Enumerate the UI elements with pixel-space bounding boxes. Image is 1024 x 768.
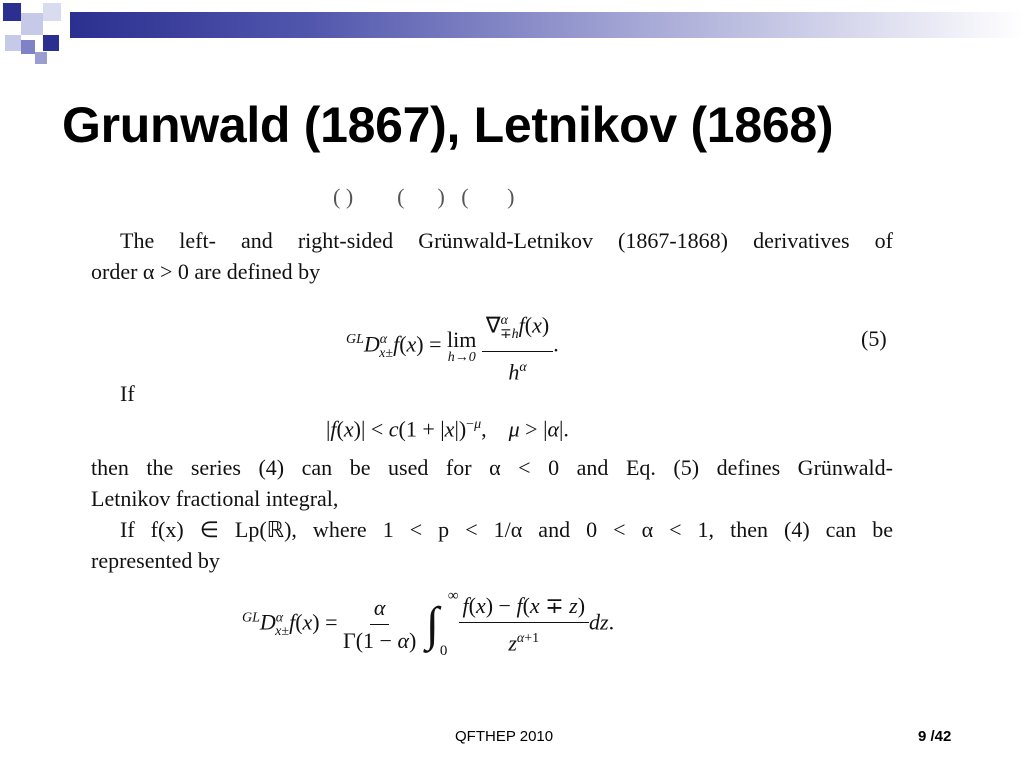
paragraph-line: If f(x) ∈ Lp(ℝ), where 1 < p < 1/α and 0 < α < 1, then (4) can be: [120, 517, 893, 542]
equation-5: $^{GL}D^\alpha_{x\pm}f(x)$ = lim h→0 $\frac{\nabla^\alpha_{\mp h}f(x)}{h^\alpha}$ .: [346, 308, 559, 385]
deco-square: [43, 3, 61, 21]
footer-conference: QFTHEP 2010: [455, 728, 554, 745]
integral-equation: $^{GL}D^\alpha_{x\pm}f(x)$ = $\frac{\alpha}{\Gamma(1 - \alpha)}$ ∫ ∞ 0 $\frac{f(x) - f(x \mp z)}{z^{\alpha+1}}$ dz.: [242, 587, 615, 659]
paragraph-line: represented by: [91, 548, 220, 573]
deco-square: [5, 35, 21, 51]
condition-equation: $|f(x)| < c(1 + |x|)^{-\mu}$, μ > |α|.: [326, 416, 569, 442]
cropped-text-line: ( ) ( ) ( ): [333, 184, 515, 209]
paper-excerpt: [88, 184, 898, 675]
deco-square: [21, 13, 43, 35]
deco-square: [35, 52, 47, 64]
paragraph-line: The left- and right-sided Grünwald-Letnikov (1867-1868) derivatives of: [120, 228, 893, 253]
deco-square: [3, 3, 21, 21]
paragraph-line: then the series (4) can be used for α < 0 and Eq. (5) defines Grünwald-: [91, 455, 893, 480]
deco-square: [43, 35, 59, 51]
deco-square: [21, 40, 35, 54]
header-gradient-band: [70, 12, 1024, 38]
page-number: 9 /42: [918, 728, 952, 745]
paragraph-line: order α > 0 are defined by: [91, 259, 321, 284]
paragraph-line: If: [120, 381, 135, 406]
equation-number: (5): [861, 326, 887, 351]
slide-title: Grunwald (1867), Letnikov (1868): [62, 97, 834, 153]
paragraph-line: Letnikov fractional integral,: [91, 486, 339, 511]
